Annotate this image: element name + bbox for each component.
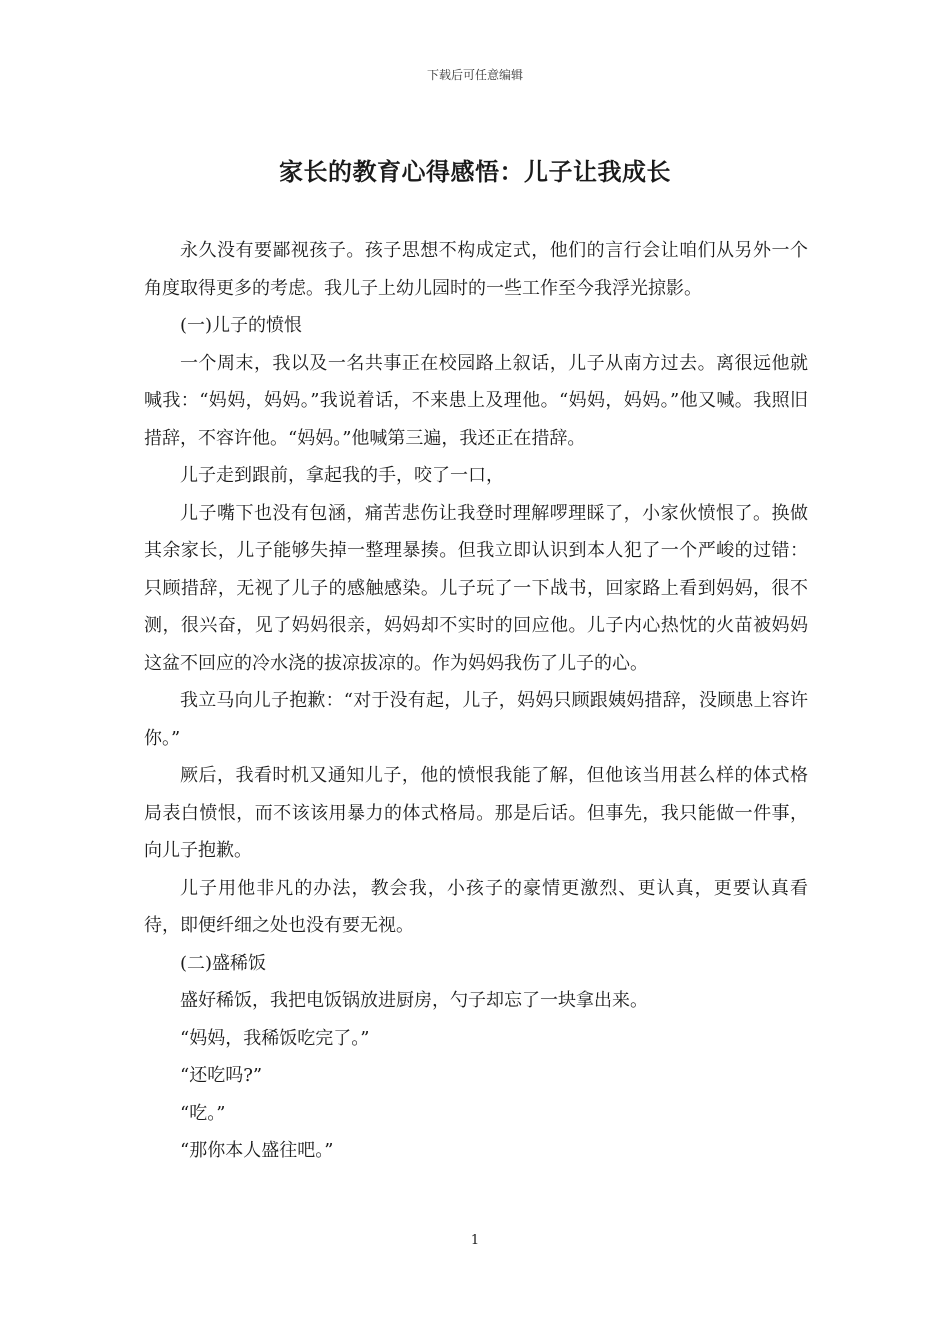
paragraph: 儿子走到跟前，拿起我的手，咬了一口， (180, 465, 504, 486)
document-body (144, 232, 808, 1170)
paragraph: 盛好稀饭，我把电饭锅放进厨房，勺子却忘了一块拿出来。 (180, 990, 648, 1011)
header-note: 下载后可任意编辑 (426, 68, 523, 82)
page-number: 1 (470, 1233, 480, 1248)
paragraph: 永久没有要鄙视孩子。孩子思想不构成定式，他们的言行会让咱们从另外一个角度取得更多的考虑。我儿子上幼儿园时的一些工作至今我浮光掠影。 (144, 240, 808, 299)
dialogue-line: “那你本人盛往吧。” (180, 1140, 334, 1161)
document-title: 家长的教育心得感悟：儿子让我成长 (279, 157, 671, 186)
dialogue-line: “妈妈，我稀饭吃完了。” (180, 1027, 370, 1049)
paragraph: 儿子嘴下也没有包涵，痛苦悲伤让我登时理解啰理睬了，小家伙愤恨了。换做其余家长，儿子能够失掉一整理暴揍。但我立即认识到本人犯了一个严峻的过错：只顾措辞，无视了儿子的感触感染。儿子玩了一下战书，回家路上看到妈妈，很不测，很兴奋，见了妈妈很亲，妈妈却不实时的回应他。儿子内心热忱的火苗被妈妈这盆不回应的冷水浇的拔凉拔凉的。作为妈妈我伤了儿子的心。 (144, 502, 808, 674)
section-heading: (二)盛稀饭 (180, 952, 267, 974)
dialogue-line: “还吃吗?” (180, 1065, 263, 1086)
paragraph: 一个周末，我以及一名共事正在校园路上叙话，儿子从南方过去。离很远他就喊我：“妈妈，妈妈。”我说着话，不来患上及理他。“妈妈，妈妈。”他又喊。我照旧措辞，不容许他。“妈妈。”他喊第三遍，我还正在措辞。 (144, 352, 808, 449)
section-heading: (一)儿子的愤恨 (180, 315, 303, 336)
dialogue-line: “吃。” (180, 1102, 226, 1124)
paragraph: 厥后，我看时机又通知儿子，他的愤恨我能了解，但他该当用甚么样的体式格局表白愤恨，而不该该用暴力的体式格局。那是后话。但事先，我只能做一件事，向儿子抱歉。 (144, 765, 808, 861)
paragraph: 我立马向儿子抱歉：“对于没有起，儿子，妈妈只顾跟姨妈措辞，没顾患上容许你。” (144, 690, 808, 749)
paragraph: 儿子用他非凡的办法，教会我，小孩子的豪情更激烈、更认真，更要认真看待，即便纤细之处也没有要无视。 (144, 877, 808, 936)
